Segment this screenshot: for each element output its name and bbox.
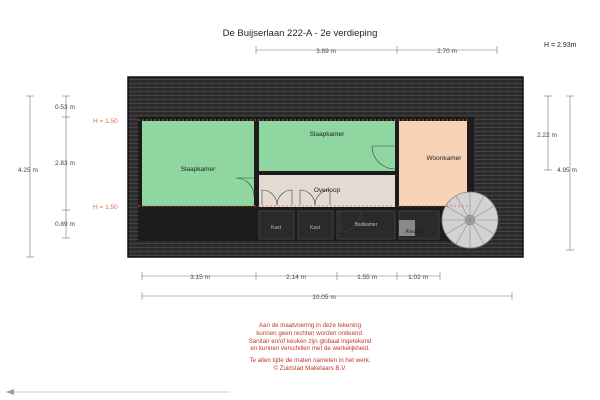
left-dimensions: [26, 96, 70, 257]
disclaimer-line-5: Te allen tijde de maten nameten in het werk.: [249, 357, 371, 365]
dim-top-2: 2.70 m: [437, 48, 457, 55]
plan-title: De Buijserlaan 222-A - 2e verdieping: [222, 28, 378, 39]
height-marker-lower: H = 1.50: [93, 204, 118, 211]
dim-bottom-total: 10.05 m: [312, 294, 336, 301]
disclaimer: [225, 322, 395, 373]
label-overloop: Overloop: [313, 187, 341, 194]
room-slaapkamer-left: [142, 121, 254, 206]
label-slaapkamer-mid: Slaapkamer: [309, 131, 345, 138]
dim-bottom-4: 1.02 m: [408, 274, 428, 281]
disclaimer-line-4: en kunnen verschillen met de werkelijkheid.: [250, 345, 370, 353]
height-marker-upper: H = 1.50: [93, 118, 118, 125]
scale-bar: [6, 389, 230, 395]
spiral-staircase-icon: [442, 192, 498, 248]
disclaimer-line-2: kunnen geen rechten worden ontleend.: [256, 329, 364, 337]
dim-bottom-1: 3.15 m: [190, 274, 210, 281]
label-keuken: Keuken: [405, 229, 425, 235]
label-woonkamer: Woonkamer: [426, 155, 462, 162]
dim-right: 2.22 m: [537, 132, 557, 139]
dim-top-1: 3.69 m: [316, 48, 336, 55]
dim-left-2: 2.83 m: [55, 160, 75, 167]
label-badkamer: Badkamer: [354, 222, 378, 228]
room-woonkamer: [399, 121, 467, 206]
dim-bottom-2: 2.14 m: [286, 274, 306, 281]
disclaimer-copyright: © Zuidstad Makelaars B.V.: [273, 364, 347, 372]
disclaimer-line-3: Sanitair en/of keuken zijn globaal ingetekend: [248, 337, 372, 345]
total-height-label: H = 2.93m: [544, 42, 577, 49]
label-kast-2: Kast: [309, 225, 321, 231]
top-dimensions: [256, 46, 497, 54]
dim-left-3: 0.89 m: [55, 221, 75, 228]
label-kast-1: Kast: [270, 225, 282, 231]
dim-left-total: 4.25 m: [18, 167, 38, 174]
dim-right-total: 4.95 m: [557, 167, 577, 174]
dim-bottom-3: 1.55 m: [357, 274, 377, 281]
disclaimer-line-1: Aan de maatvoering in deze tekening: [258, 322, 362, 329]
dim-left-1: 0.53 m: [55, 104, 75, 111]
label-slaapkamer-left: Slaapkamer: [180, 166, 216, 173]
